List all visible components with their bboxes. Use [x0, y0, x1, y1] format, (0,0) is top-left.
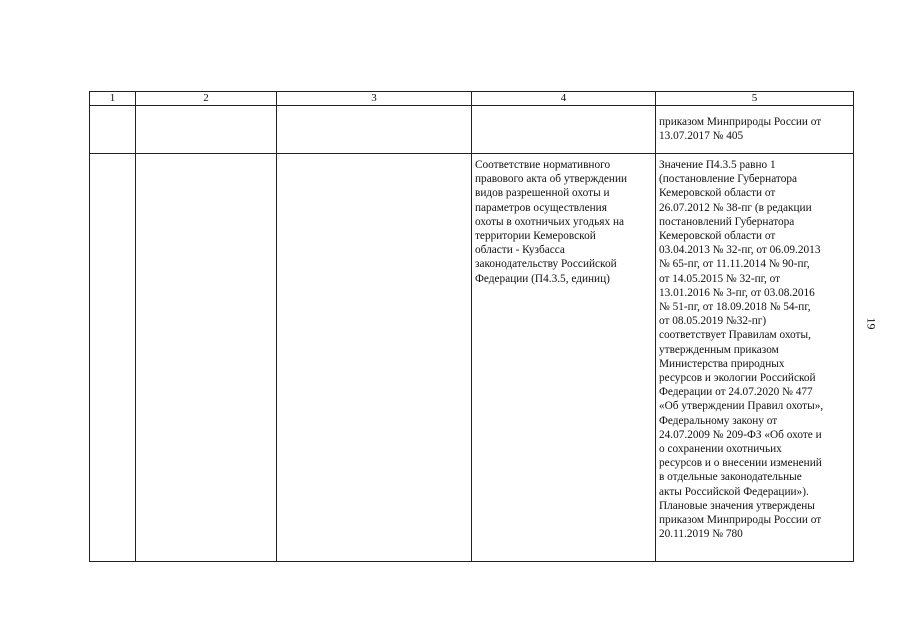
- column-header-2: 2: [136, 92, 277, 106]
- table-cell: [136, 154, 277, 562]
- column-header-3: 3: [277, 92, 472, 106]
- table-header-row: [90, 92, 854, 106]
- page-number: 19: [864, 317, 879, 330]
- table-cell: [90, 154, 136, 562]
- table-row: [90, 154, 854, 562]
- table-cell-value: [656, 106, 854, 154]
- table-cell-value: [656, 154, 854, 562]
- table-cell: [472, 106, 656, 154]
- table-cell: [136, 106, 277, 154]
- column-header-1: 1: [90, 92, 136, 106]
- table-row: [90, 106, 854, 154]
- table-cell: [277, 154, 472, 562]
- indicator-description-text: Соответствие нормативного правового акта об утверждении видов разрешенной охоты и параметров осуществления охоты в охотничьих угодьях на территории Кемеровской области - Кузбасса законодательству Российской Федерации (П4.3.5, единиц): [475, 159, 628, 285]
- table-cell: [90, 106, 136, 154]
- indicator-value-text: Значение П4.3.5 равно 1 (постановление Губернатора Кемеровской области от 26.07.2012 № 38-пг (в редакции постановлений Губернатора Кемеровской области от 03.04.2013 № 32-пг, от 06.09.2013 № 65-пг, от 11.11.2014 № 90-пг, от 14.05.2015 № 32-пг, от 13.01.2016 № 3-пг, от 03.08.2016 № 51-пг, от 18.09.2018 № 54-пг, от 08.05.2019 №32-пг) соответствует Правилам охоты, утвержденным приказом Министерства природных ресурсов и экологии Российской Федерации от 24.07.2020 № 477 «Об утверждении Правил охоты», Федеральному закону от 24.07.2009 № 209-ФЗ «Об охоте и о сохранении охотничьих ресурсов и о внесении изменений в отдельные законодательные акты Российской Федерации»). Плановые значения утверждены приказом Минприроды России от 20.11.2019 № 780: [659, 159, 824, 541]
- table-cell: [277, 106, 472, 154]
- data-table: [89, 91, 854, 562]
- column-header-4: 4: [472, 92, 656, 106]
- order-reference-text: приказом Минприроды России от 13.07.2017 № 405: [659, 116, 822, 143]
- table-cell-indicator: [472, 154, 656, 562]
- column-header-5: 5: [656, 92, 854, 106]
